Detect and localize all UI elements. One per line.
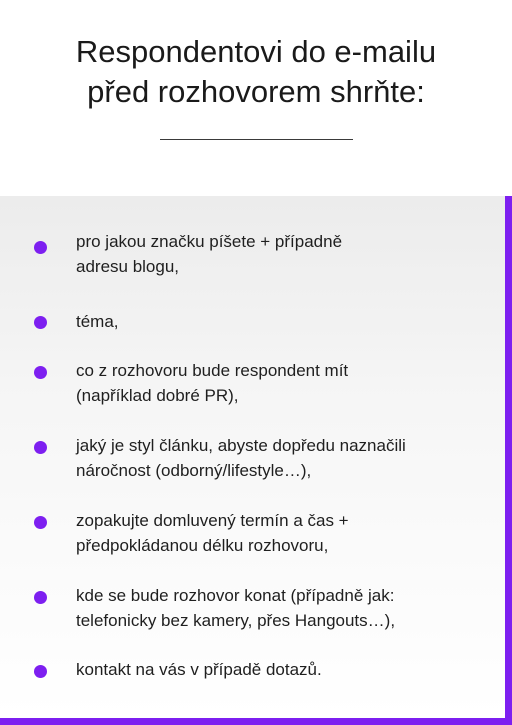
bullet-icon <box>34 441 47 454</box>
list-item-text: pro jakou značku píšete + případně adresu blogu, <box>76 232 343 276</box>
bullet-icon <box>34 665 47 678</box>
list-item-text: jaký je styl článku, abyste dopředu naznačili náročnost (odborný/lifestyle…), <box>76 436 406 480</box>
title-line-1: Respondentovi do e-mailu <box>75 34 437 69</box>
list-item-text: kontakt na vás v případě dotazů. <box>76 660 322 679</box>
list-item-text: co z rozhovoru bude respondent mít (například dobré PR), <box>76 361 349 405</box>
checklist-panel <box>0 196 512 725</box>
bullet-icon <box>34 516 47 529</box>
bullet-icon <box>34 316 47 329</box>
list-item-text: zopakujte domluvený termín a čas + předpokládanou délku rozhovoru, <box>76 511 349 555</box>
title-line-2: před rozhovorem shrňte: <box>87 74 425 109</box>
bullet-icon <box>34 591 47 604</box>
bullet-icon <box>34 241 47 254</box>
list-item-text: téma, <box>76 312 119 331</box>
header <box>0 0 512 196</box>
bullet-icon <box>34 366 47 379</box>
title-divider <box>160 139 353 140</box>
list-item-text: kde se bude rozhovor konat (případně jak: telefonicky bez kamery, přes Hangouts…), <box>76 586 396 630</box>
page-title <box>0 32 512 112</box>
